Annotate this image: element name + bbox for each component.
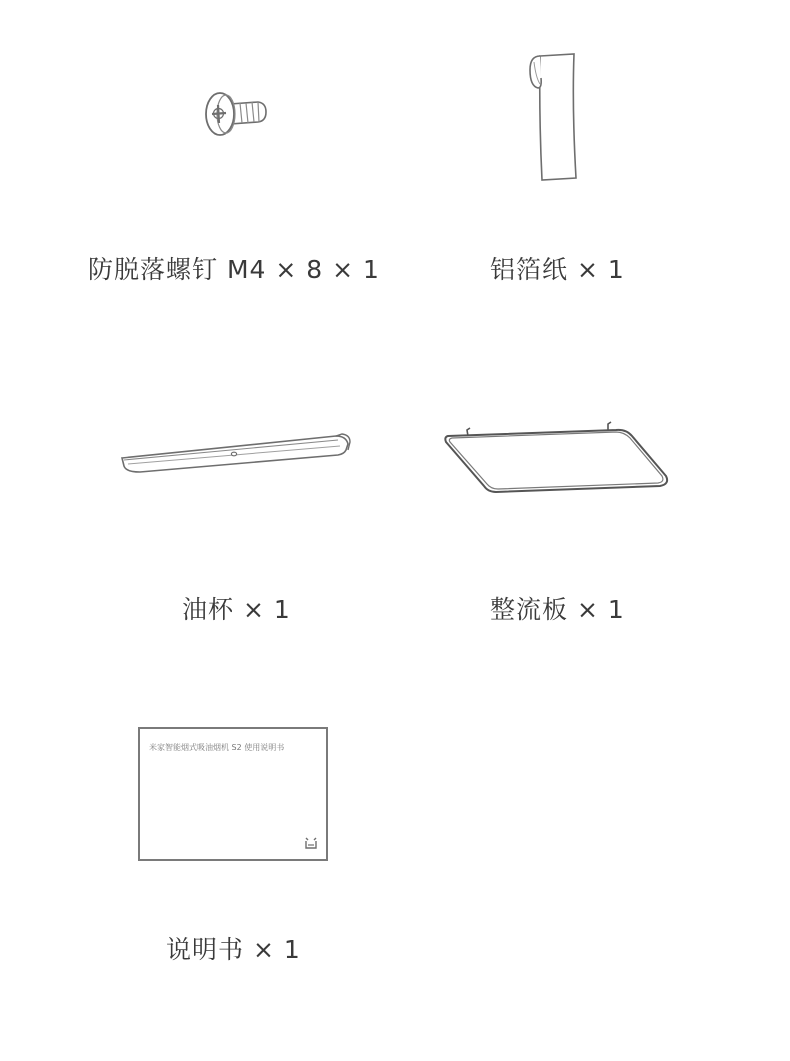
manual-caption: 说明书 × 1: [166, 935, 301, 964]
baffle-caption: 整流板 × 1: [490, 595, 625, 624]
manual-booklet: [138, 727, 328, 861]
screw-icon: [196, 88, 276, 144]
baffle-plate-icon: [440, 418, 672, 496]
foil-roll-icon: [526, 48, 588, 184]
oil-cup-caption: 油杯 × 1: [182, 595, 291, 624]
mijia-logo-icon: [303, 835, 319, 851]
manual-cover-title: 米家智能烟式吸油烟机 S2 使用说明书: [149, 743, 285, 752]
oil-cup-icon: [118, 428, 354, 476]
screw-caption: 防脱落螺钉 M4 × 8 × 1: [88, 255, 380, 284]
foil-caption: 铝箔纸 × 1: [490, 255, 625, 284]
